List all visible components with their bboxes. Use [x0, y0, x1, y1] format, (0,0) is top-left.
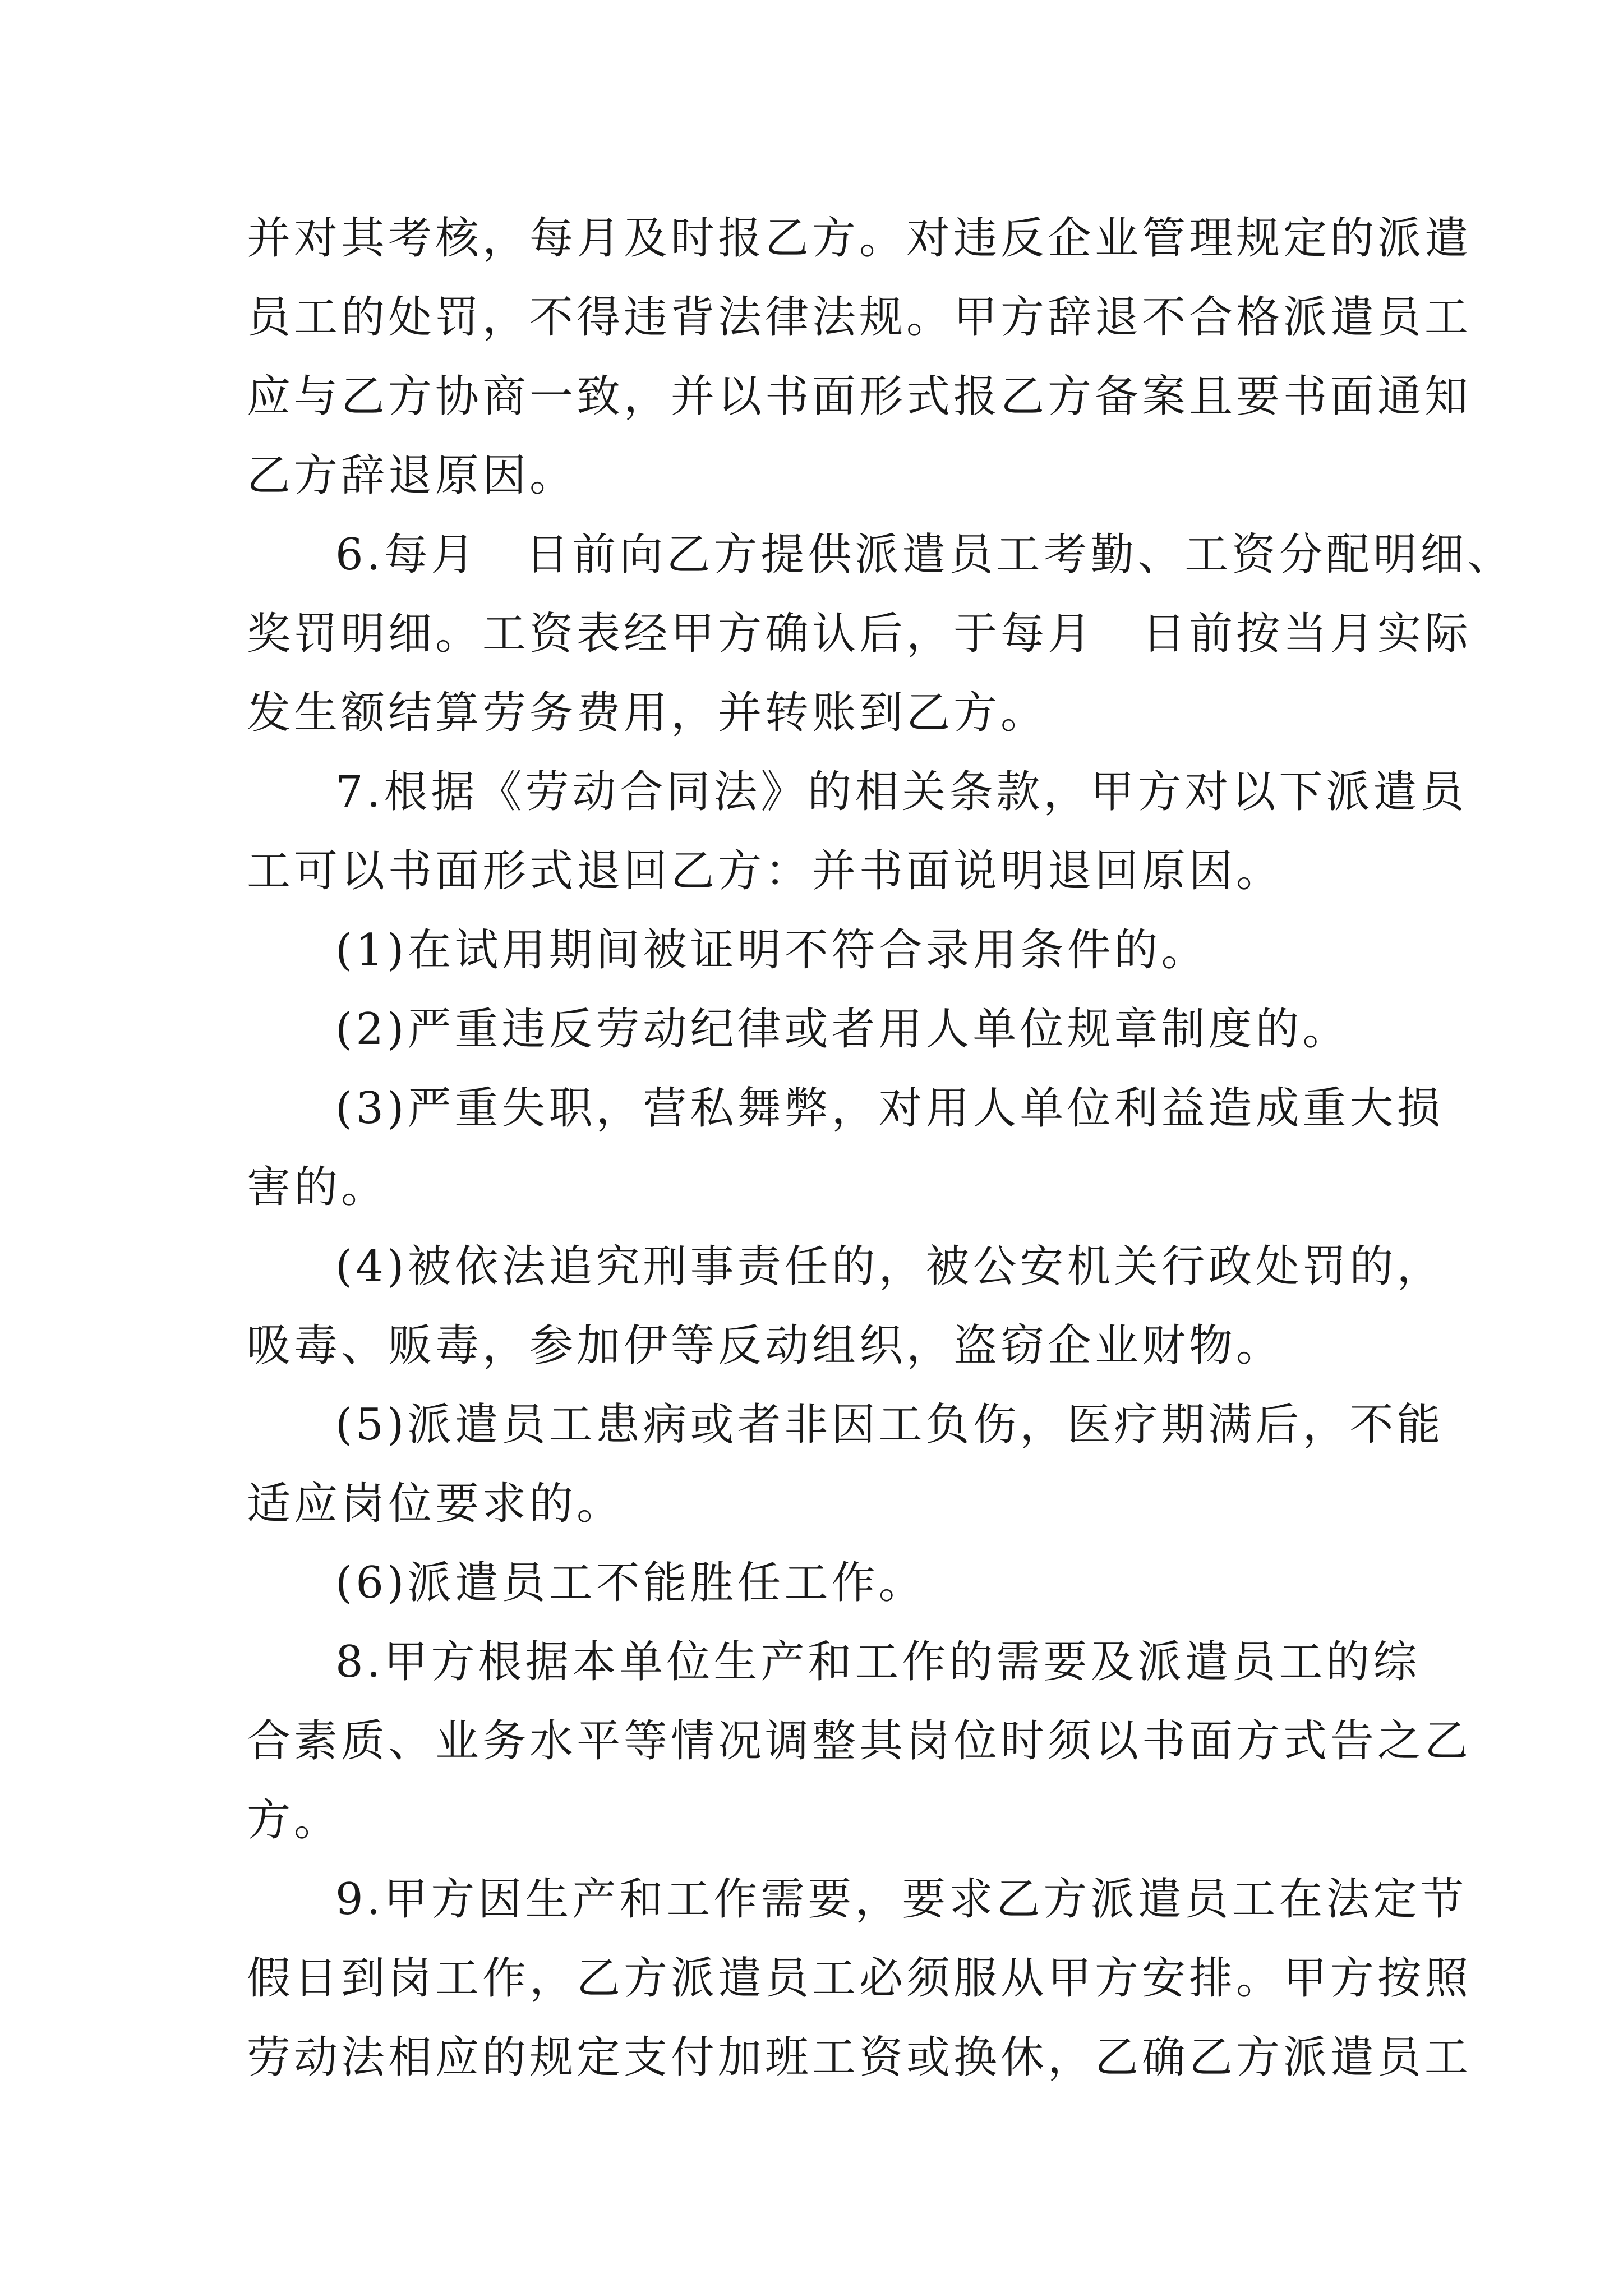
text-line: 应与乙方协商一致，并以书面形式报乙方备案且要书面通知: [247, 371, 1472, 422]
text-line: (6)派遣员工不能胜任工作。: [335, 1558, 926, 1608]
text-line: 工可以书面形式退回乙方：并书面说明退回原因。: [247, 846, 1284, 896]
text-line: 8.甲方根据本单位生产和工作的需要及派遣员工的综: [335, 1637, 1421, 1687]
paragraph-item-5: [247, 1386, 1444, 1544]
paragraph-item-3: [247, 1069, 1444, 1227]
text-line: (4)被依法追究刑事责任的，被公安机关行政处罚的，: [335, 1241, 1444, 1292]
paragraph-clause-7: [247, 753, 1468, 911]
document-body: [247, 199, 1515, 2097]
paragraph-clause-6: [247, 516, 1515, 753]
text-line: 9.甲方因生产和工作需要，要求乙方派遣员工在法定节: [335, 1874, 1468, 1925]
text-line: (2)严重违反劳动纪律或者用人单位规章制度的。: [335, 1004, 1350, 1055]
text-line: 员工的处罚，不得违背法律法规。甲方辞退不合格派遣员工: [247, 292, 1472, 343]
text-line: 乙方辞退原因。: [247, 450, 577, 501]
text-line: 害的。: [247, 1162, 389, 1213]
paragraph-item-4: [247, 1227, 1444, 1386]
text-line: 并对其考核，每月及时报乙方。对违反企业管理规定的派遣: [247, 213, 1472, 264]
paragraph-item-1: [247, 911, 1380, 990]
text-line: (5)派遣员工患病或者非因工负伤，医疗期满后，不能: [335, 1400, 1444, 1450]
paragraph-duty-assessment: [247, 199, 1472, 516]
text-line: 劳动法相应的规定支付加班工资或换休，乙确乙方派遣员工: [247, 2032, 1472, 2083]
text-line: (3)严重失职，营私舞弊，对用人单位利益造成重大损: [335, 1083, 1444, 1134]
paragraph-clause-9: [247, 1860, 1472, 2097]
paragraph-clause-8: [247, 1623, 1472, 1860]
text-line: (1)在试用期间被证明不符合录用条件的。: [335, 925, 1209, 976]
text-line: 方。: [247, 1795, 342, 1846]
text-line: 发生额结算劳务费用，并转账到乙方。: [247, 688, 1048, 738]
text-line: 假日到岗工作，乙方派遣员工必须服从甲方安排。甲方按照: [247, 1953, 1472, 2004]
text-line: 吸毒、贩毒，参加伊等反动组织，盗窃企业财物。: [247, 1320, 1284, 1371]
paragraph-item-2: [247, 990, 1380, 1069]
text-line: 6.每月 日前向乙方提供派遣员工考勤、工资分配明细、: [335, 530, 1515, 580]
paragraph-item-6: [247, 1544, 1380, 1623]
text-line: 奖罚明细。工资表经甲方确认后，于每月 日前按当月实际: [247, 609, 1472, 659]
text-line: 7.根据《劳动合同法》的相关条款，甲方对以下派遣员: [335, 767, 1468, 817]
text-line: 适应岗位要求的。: [247, 1479, 624, 1529]
text-line: 合素质、业务水平等情况调整其岗位时须以书面方式告之乙: [247, 1716, 1472, 1766]
